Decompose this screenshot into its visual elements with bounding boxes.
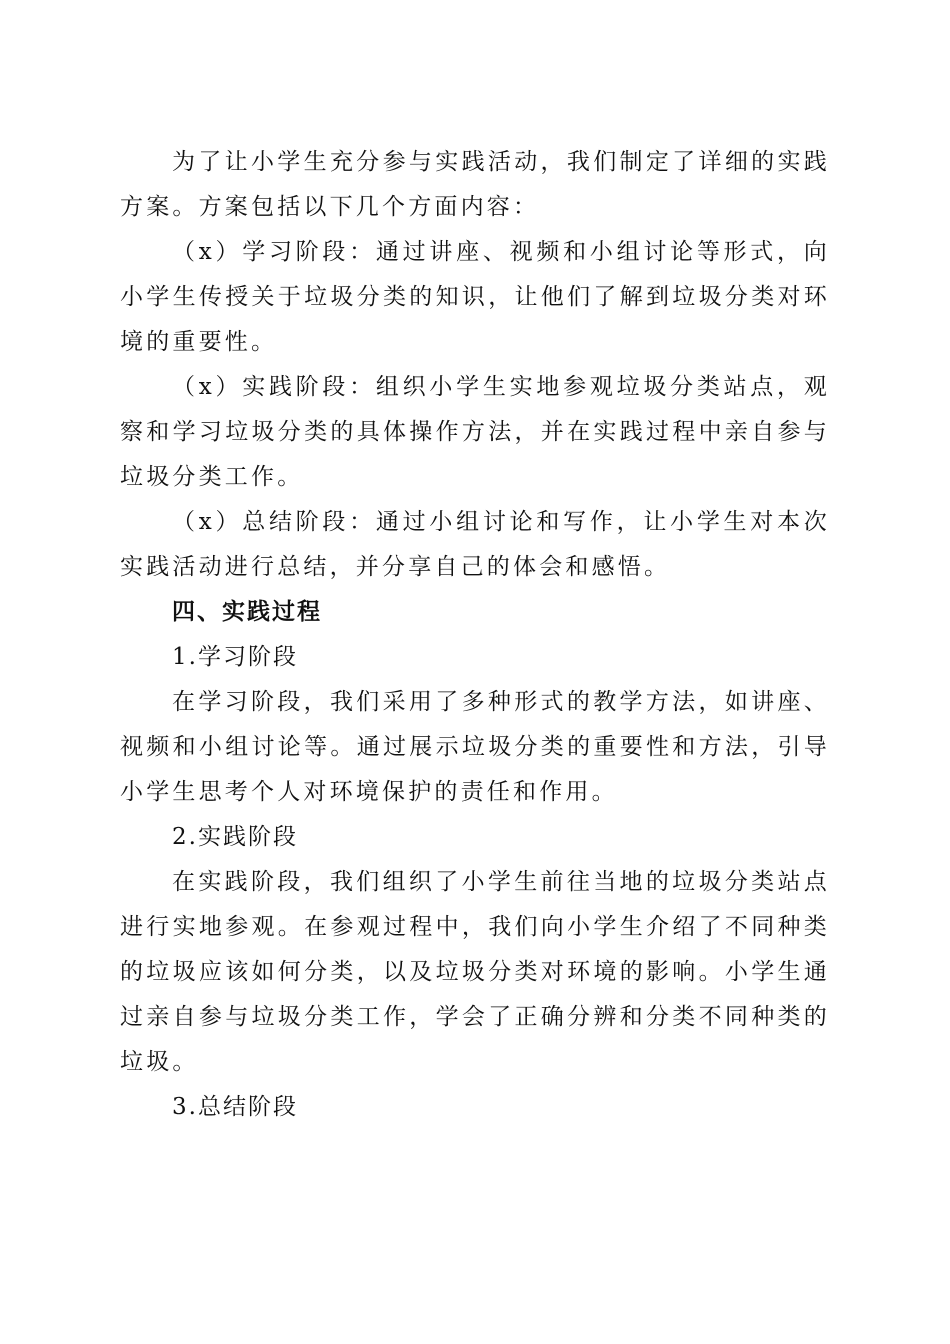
subheading-summary-stage: 3.总结阶段 [172, 1094, 298, 1120]
plan-item-study: （x）学习阶段：通过讲座、视频和小组讨论等形式，向小学生传授关于垃圾分类的知识，让他们了解到垃圾分类对环境的重要性。 [120, 239, 830, 355]
plan-item-summary: （x）总结阶段：通过小组讨论和写作，让小学生对本次实践活动进行总结，并分享自己的体会和感悟。 [120, 509, 830, 580]
subheading-practice-stage: 2.实践阶段 [172, 824, 298, 850]
document-page [120, 140, 830, 1130]
intro-paragraph: 为了让小学生充分参与实践活动，我们制定了详细的实践方案。方案包括以下几个方面内容： [120, 149, 830, 220]
practice-stage-paragraph: 在实践阶段，我们组织了小学生前往当地的垃圾分类站点进行实地参观。在参观过程中，我们向小学生介绍了不同种类的垃圾应该如何分类，以及垃圾分类对环境的影响。小学生通过亲自参与垃圾分类工作，学会了正确分辨和分类不同种类的垃圾。 [120, 869, 830, 1075]
study-stage-paragraph: 在学习阶段，我们采用了多种形式的教学方法，如讲座、视频和小组讨论等。通过展示垃圾分类的重要性和方法，引导小学生思考个人对环境保护的责任和作用。 [120, 689, 830, 805]
plan-item-practice: （x）实践阶段：组织小学生实地参观垃圾分类站点，观察和学习垃圾分类的具体操作方法，并在实践过程中亲自参与垃圾分类工作。 [120, 374, 830, 490]
section-heading-practice-process: 四、实践过程 [172, 599, 322, 625]
subheading-study-stage: 1.学习阶段 [172, 644, 298, 670]
